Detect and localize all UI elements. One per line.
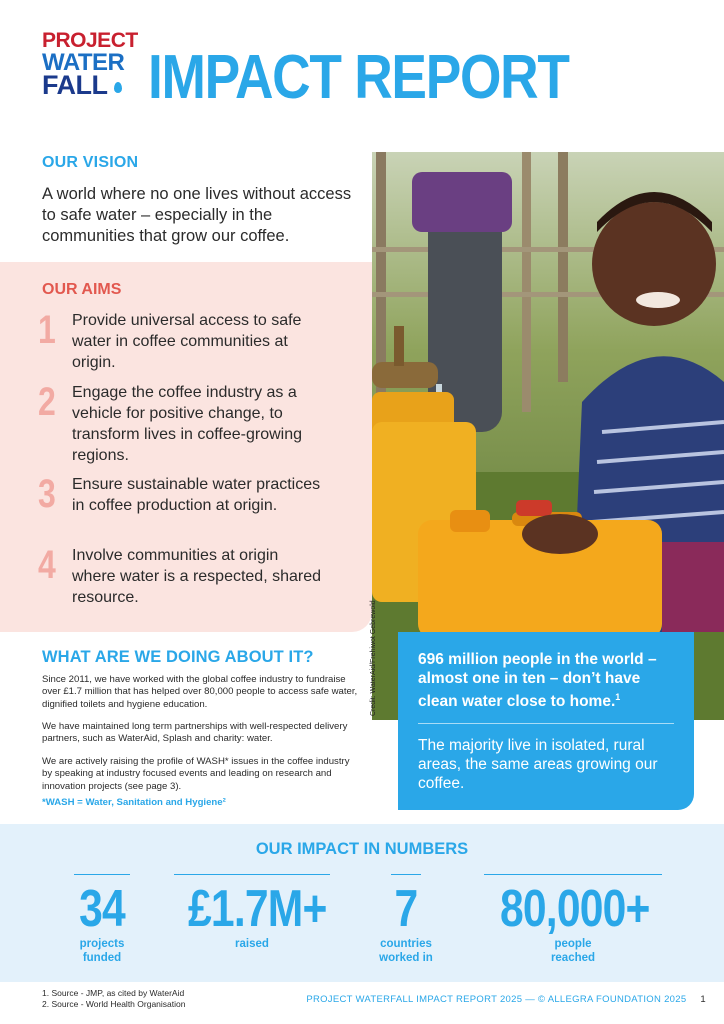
divider xyxy=(484,874,662,875)
aim-text: Provide universal access to safe water in coffee communities at origin. xyxy=(72,312,302,371)
impact-label: people xyxy=(554,938,592,950)
impact-value: 80,000+ xyxy=(500,880,650,938)
aim-number: 2 xyxy=(38,380,56,424)
aim-number: 4 xyxy=(38,543,56,587)
divider xyxy=(174,874,330,875)
impact-heading: OUR IMPACT IN NUMBERS xyxy=(255,840,469,858)
wash-footnote: *WASH = Water, Sanitation and Hygiene² xyxy=(42,797,226,808)
impact-value: £1.7M+ xyxy=(188,880,327,938)
impact-stat-people xyxy=(484,874,662,965)
statistic-main-text: 696 million people in the world – almost one in ten – don’t have clean water close to home. xyxy=(418,651,657,711)
statistic-sub: The majority live in isolated, rural areas, the same areas growing our coffee. xyxy=(418,737,658,793)
vision-text: A world where no one lives without access to safe water – especially in the communities that grow our coffee. xyxy=(42,185,352,245)
aim-number: 3 xyxy=(38,472,56,516)
footer-text: PROJECT WATERFALL IMPACT REPORT 2025 — © ALLEGRA FOUNDATION 2025 xyxy=(306,994,687,1005)
impact-label: countries xyxy=(380,938,432,950)
footer-info xyxy=(306,994,706,1005)
divider xyxy=(391,874,421,875)
page-number: 1 xyxy=(700,994,706,1005)
footnote-ref: 1 xyxy=(615,692,621,702)
vision-heading: OUR VISION xyxy=(42,154,139,171)
divider xyxy=(74,874,130,875)
doing-paragraph: We have maintained long term partnerships with well-respected delivery partners, such as WaterAid, Splash and charity: water. xyxy=(42,721,348,745)
impact-value: 7 xyxy=(394,880,418,938)
logo-line-1: PROJECT xyxy=(42,29,138,52)
doing-paragraph: Since 2011, we have worked with the global coffee industry to fundraise over £1.7 million that has helped over 80,000 people to access safe water, dignified toilets and hygiene education. xyxy=(42,674,358,710)
impact-label: worked in xyxy=(379,952,433,964)
impact-label: raised xyxy=(235,938,269,950)
statistic-callout xyxy=(398,632,694,810)
aim-text: Engage the coffee industry as a vehicle for positive change, to transform lives in coffee-growing regions. xyxy=(72,384,303,464)
statistic-main xyxy=(418,650,674,711)
divider xyxy=(418,723,674,724)
impact-label: reached xyxy=(550,952,596,964)
page-title: IMPACT REPORT xyxy=(148,43,569,112)
photo-credit: Credit: WaterAid/Frehiwot Gebrewold xyxy=(370,600,377,716)
footer-sources xyxy=(42,988,185,1009)
aim-text: Ensure sustainable water practices in coffee production at origin. xyxy=(72,476,321,514)
impact-value: 34 xyxy=(79,880,125,938)
logo-line-3: FALL xyxy=(42,70,108,100)
aims-heading: OUR AIMS xyxy=(42,281,122,298)
water-drop-icon xyxy=(114,82,122,93)
project-waterfall-logo xyxy=(42,29,138,100)
aim-text: Involve communities at origin where water is a respected, shared resource. xyxy=(72,547,322,606)
doing-heading: WHAT ARE WE DOING ABOUT IT? xyxy=(42,648,314,666)
impact-label: funded xyxy=(82,952,122,964)
impact-stat-projects xyxy=(74,874,130,965)
impact-stat-countries xyxy=(374,874,438,965)
source-note: 1. Source - JMP, as cited by WaterAid xyxy=(42,988,185,998)
aim-number: 1 xyxy=(38,308,56,352)
doing-paragraph: We are actively raising the profile of WASH* issues in the coffee industry by speaking at industry focused events and leading on research and innovation projects (see page 3). xyxy=(42,756,350,792)
impact-label: projects xyxy=(79,938,125,950)
impact-stat-raised xyxy=(174,874,330,951)
logo-line-2: WATER xyxy=(42,49,125,76)
source-note: 2. Source - World Health Organisation xyxy=(42,998,186,1009)
